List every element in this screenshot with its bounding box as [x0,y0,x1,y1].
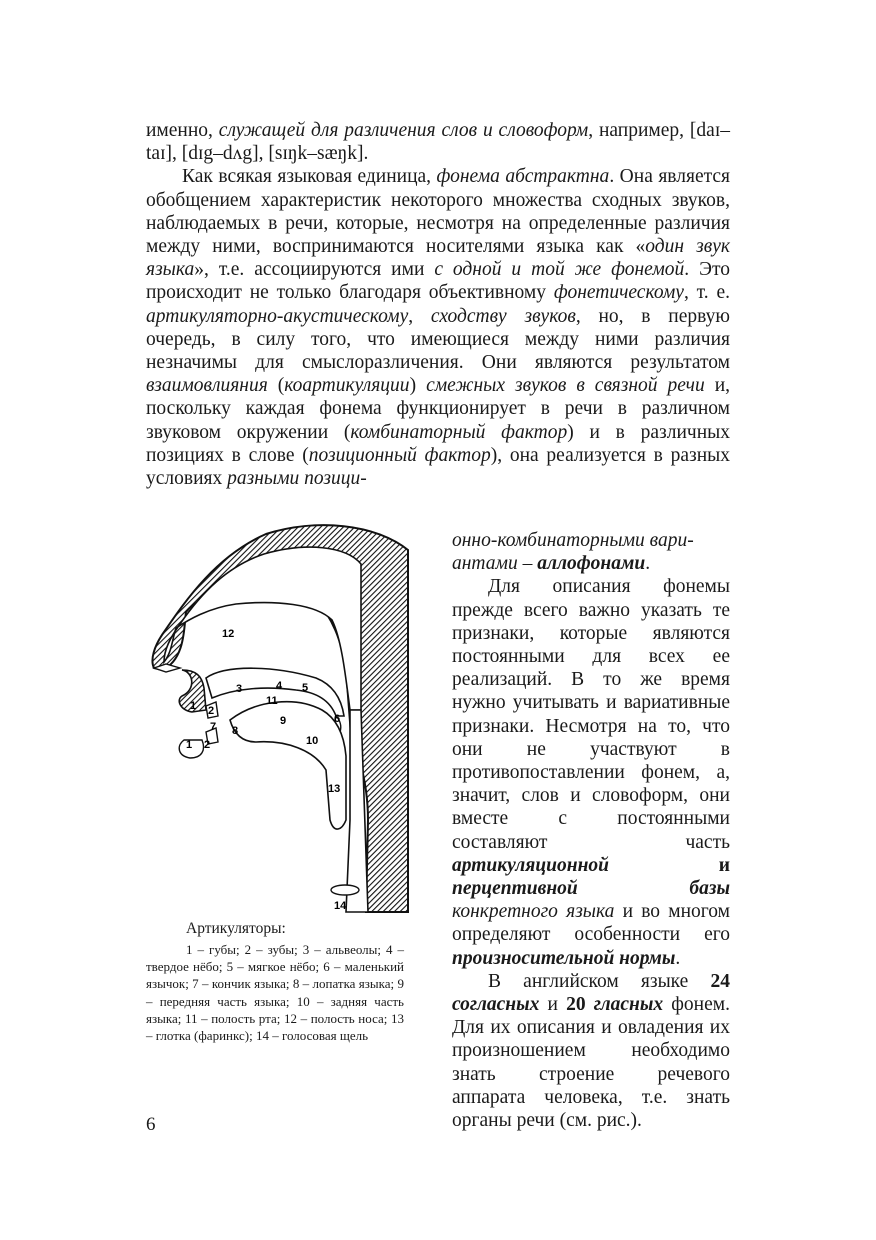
tongue [230,702,346,829]
italic-run: комбинаторный фактор [350,421,568,443]
bold-italic-run: перцептивной базы [452,878,730,900]
text-run: и [539,994,567,1016]
text-run: », т.е. ассоциируются ими [194,259,435,281]
label-14: 14 [334,900,347,912]
label-13: 13 [328,783,341,795]
italic-run: взаимовлияния [146,375,268,397]
italic-run: онно-комбинаторными вари- [452,530,694,551]
paragraph-2-continued [452,529,730,575]
bold-run: 20 [566,994,586,1016]
text-run: В английском языке [488,970,711,992]
label-2-upper: 2 [208,705,215,717]
label-9: 9 [280,715,287,727]
italic-run: антами [452,553,518,575]
caption-text: 1 – губы; 2 – зубы; 3 – альвеолы; 4 – твердое нёбо; 5 – мягкое нёбо; 6 – маленький язычок; 7 – кончик языка; 8 – лопатка языка; 9 – передняя часть языка; 10 – задняя часть языка; 11 – полость рта; 12 – полость носа; 13 – глотка (фаринкс); 14 – голосовая щель [146,942,404,1044]
italic-run: позиционный фактор [308,444,491,466]
glottis [331,885,359,895]
text-run [586,994,594,1015]
page-number: 6 [146,1114,156,1135]
text-run: , но, в первую очередь, в силу того, что имеющиеся между ними различия незначимы для смыслоразличения. Они являются результатом [146,305,730,374]
italic-run: фонетическому [553,282,684,304]
text-run: . Она является обобщением характеристик некоторого множества сходных звуков, наблюдаемых в речи, которые, несмотря на определенные различия между ними, воспринимаются носителями языка как « [146,166,730,258]
text-run: и во многом определяют особенности его [452,901,730,946]
text-run: , т. е. [683,282,730,304]
text-run: . [675,947,681,969]
label-4: 4 [276,680,283,692]
caption-title: Артикуляторы: [186,920,286,937]
italic-run: с одной и той же фонемой [434,259,685,281]
text-run: Как всякая языковая единица, [182,166,437,188]
text-run: ), она реализуется в разных условиях [146,444,730,490]
paragraph-3 [452,575,730,969]
text-run: ) [409,375,427,397]
paragraph-2 [146,165,730,490]
text-run: – [517,553,538,575]
text-run: , например, [daɪ–taɪ], [dɪg–dʌg], [sɪŋk–sæŋk]. [146,120,730,165]
text-run: именно, [146,120,219,141]
text-run: ( [267,375,285,397]
italic-run: сходству звуков [430,305,576,327]
text-run: и [609,854,730,876]
bold-run: 24 [710,970,730,992]
label-2-lower: 2 [204,739,211,751]
text-run: . Это происходит не только благодаря объективному [146,259,730,304]
italic-run: смежных звуков в связной речи [426,375,705,397]
bold-italic-run: аллофонами [537,553,646,575]
italic-run: фонема абстрактна [436,166,610,188]
text-run: . [645,553,651,575]
label-1-lower: 1 [186,739,193,751]
text-run: и, поскольку каждая фонема функционирует в речи в различном звуковом окружении ( [146,375,731,443]
text-run: Для описания фонемы прежде всего важно указать те признаки, которые являются постоянными для всех ее реализаций. В то же время нужно учитывать и вариативные признаки. Несмотря на то, что они не участвуют в противопоставлении фонем, а, значит, слов и словоформ, они вместе с постоянными составляют часть [452,576,730,853]
bold-italic-run: гласных [593,994,664,1016]
label-3: 3 [236,683,243,695]
text-run: фонем. Для их описания и овладения их произношением необходимо знать строение речевого аппарата человека, т.е. знать органы речи (см. рис.). [452,994,730,1132]
italic-run: один звук языка [146,236,730,281]
label-10: 10 [306,735,319,747]
label-8: 8 [232,725,239,737]
main-text [146,119,730,490]
italic-run: артикуляторно-акустическому [146,305,409,327]
italic-run: разными позици- [227,468,367,490]
bold-italic-run: согласных [452,994,540,1016]
italic-run: конкретного языка [452,901,615,923]
label-11: 11 [266,695,278,707]
bold-italic-run: артикуляционной [452,854,610,876]
label-7: 7 [210,721,217,733]
label-5: 5 [302,682,309,694]
label-1-upper: 1 [190,700,197,712]
text-run: , [408,305,431,327]
paragraph-4 [452,970,730,1132]
bold-italic-run: произносительной нормы [452,947,676,969]
italic-run: служащей для различения слов и словоформ [218,120,589,141]
italic-run: коартикуляции [284,375,410,397]
label-12: 12 [222,628,235,640]
text-run: ) и в различных позициях в слове ( [146,421,730,466]
right-column-text [452,529,730,1132]
paragraph-1 [146,119,730,165]
label-6: 6 [334,713,341,725]
speech-organs-diagram [146,520,446,920]
